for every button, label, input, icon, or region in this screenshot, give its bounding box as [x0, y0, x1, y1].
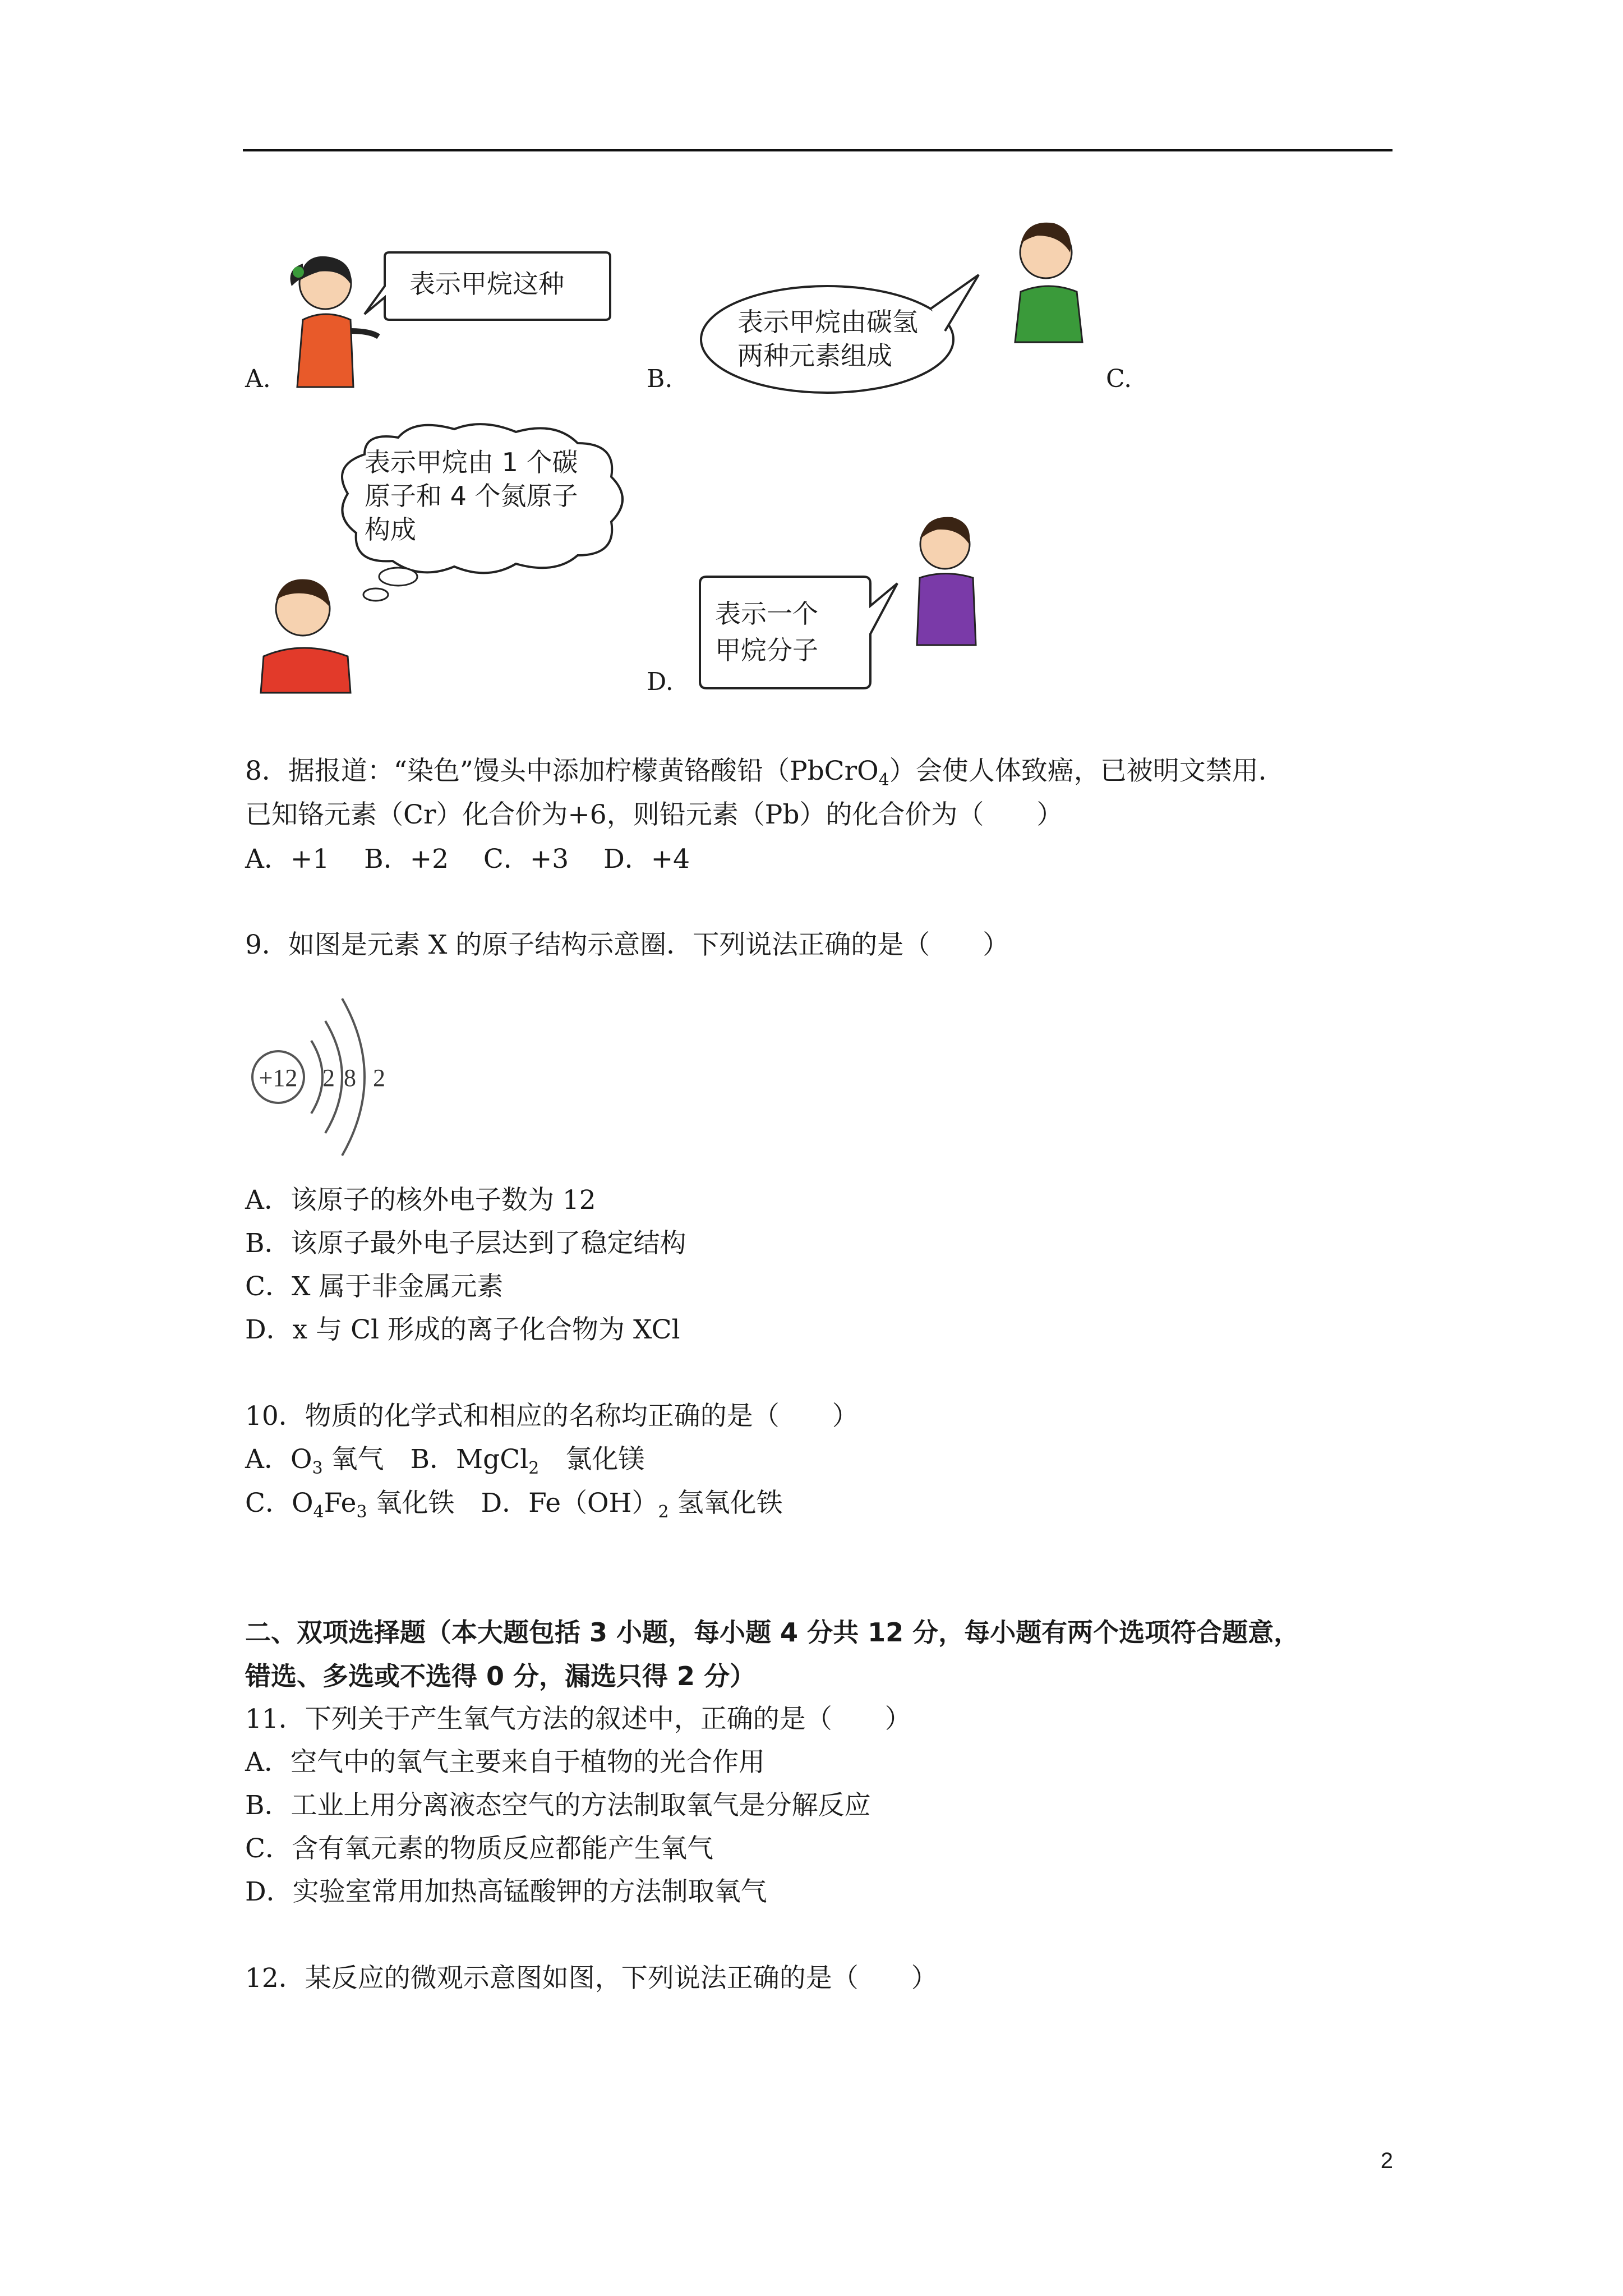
q11-option-a[interactable]: A．空气中的氧气主要来自于植物的光合作用: [245, 1747, 765, 1778]
option-letter: C.: [1106, 365, 1132, 393]
q11-option-d[interactable]: D．实验室常用加热高锰酸钾的方法制取氧气: [245, 1876, 767, 1907]
bubble-text-line1: 表示甲烷由 1 个碳: [365, 447, 578, 477]
option-letter: A.: [245, 365, 271, 393]
q8-line1: [245, 754, 1285, 797]
header-rule: [243, 149, 1393, 151]
subscript: 2: [658, 1502, 669, 1522]
subscript: 2: [528, 1458, 540, 1478]
thought-bubble-c: [331, 421, 645, 606]
section2-heading-line2: 错选、多选或不选得 0 分，漏选只得 2 分）: [245, 1661, 756, 1691]
q9-stem: 9．如图是元素 X 的原子结构示意圈．下列说法正确的是（ ）: [245, 930, 1009, 960]
page-number: 2: [1380, 2148, 1393, 2173]
shell-2-count: 8: [344, 1064, 356, 1092]
q8-options[interactable]: A．+1 B．+2 C．+3 D．+4: [245, 844, 690, 875]
q10-d-text: 氢氧化铁: [668, 1488, 783, 1519]
shell-1-count: 2: [322, 1064, 335, 1092]
subscript: 3: [312, 1458, 323, 1478]
q10-options-ab[interactable]: [245, 1443, 644, 1485]
speech-bubble-d: [695, 572, 909, 696]
q11-stem: 11．下列关于产生氧气方法的叙述中，正确的是（ ）: [245, 1704, 911, 1734]
bubble-text-line2: 原子和 4 个氮原子: [365, 481, 578, 511]
q10-a-prefix: A．O: [245, 1444, 312, 1475]
girl-illustration: [286, 247, 387, 393]
q10-stem: 10．物质的化学式和相应的名称均正确的是（ ）: [245, 1401, 859, 1432]
subscript: 4: [313, 1502, 324, 1522]
atom-structure-diagram: [247, 982, 404, 1172]
nucleus-label: +12: [259, 1064, 298, 1092]
q8-text-b: ）会使人体致癌，已被明文禁用．: [889, 756, 1285, 786]
q10-c-text: 氧化铁 D．Fe（OH）: [367, 1488, 658, 1519]
q8-text-a: 8．据报道：“染色”馒头中添加柠檬黄铬酸铅（PbCrO: [245, 756, 879, 786]
q10-a-text: 氧气 B．MgCl: [322, 1444, 529, 1475]
speech-bubble-a: [381, 247, 617, 325]
q10-c-prefix: C．O: [245, 1488, 313, 1519]
bubble-text: 表示甲烷这种: [409, 269, 564, 299]
boy-red-illustration: [252, 572, 359, 696]
boy-illustration: [998, 213, 1099, 348]
q9-option-a[interactable]: A．该原子的核外电子数为 12: [245, 1185, 596, 1216]
q10-options-cd[interactable]: [245, 1487, 783, 1529]
q11-option-c[interactable]: C．含有氧元素的物质反应都能产生氧气: [245, 1833, 713, 1864]
option-letter: D.: [647, 668, 674, 696]
q9-option-d[interactable]: D．x 与 Cl 形成的离子化合物为 XCl: [245, 1314, 680, 1345]
speech-bubble-b: [695, 275, 998, 404]
q10-c-mid: Fe: [324, 1488, 357, 1519]
shell-3-count: 2: [373, 1064, 385, 1092]
bubble-text-line3: 构成: [365, 514, 416, 545]
q11-option-b[interactable]: B．工业上用分离液态空气的方法制取氧气是分解反应: [245, 1790, 871, 1821]
man-illustration: [903, 510, 987, 651]
bubble-text-line1: 表示一个: [715, 599, 818, 629]
bubble-text-line2: 甲烷分子: [715, 635, 818, 665]
bubble-text-line1: 表示甲烷由碳氢: [737, 307, 918, 337]
q12-stem: 12．某反应的微观示意图如图，下列说法正确的是（ ）: [245, 1963, 938, 1994]
bubble-text-line2: 两种元素组成: [737, 341, 892, 371]
q8-subscript: 4: [878, 770, 889, 790]
q10-b-text: 氯化镁: [539, 1444, 645, 1475]
q8-line2: 已知铬元素（Cr）化合价为+6，则铅元素（Pb）的化合价为（ ）: [245, 799, 1063, 830]
option-letter: B.: [647, 365, 673, 393]
q9-option-c[interactable]: C．X 属于非金属元素: [245, 1271, 504, 1302]
section2-heading-line1: 二、双项选择题（本大题包括 3 小题，每小题 4 分共 12 分，每小题有两个选项符合题意，: [245, 1617, 1300, 1648]
subscript: 3: [356, 1502, 367, 1522]
q9-option-b[interactable]: B．该原子最外电子层达到了稳定结构: [245, 1228, 686, 1259]
